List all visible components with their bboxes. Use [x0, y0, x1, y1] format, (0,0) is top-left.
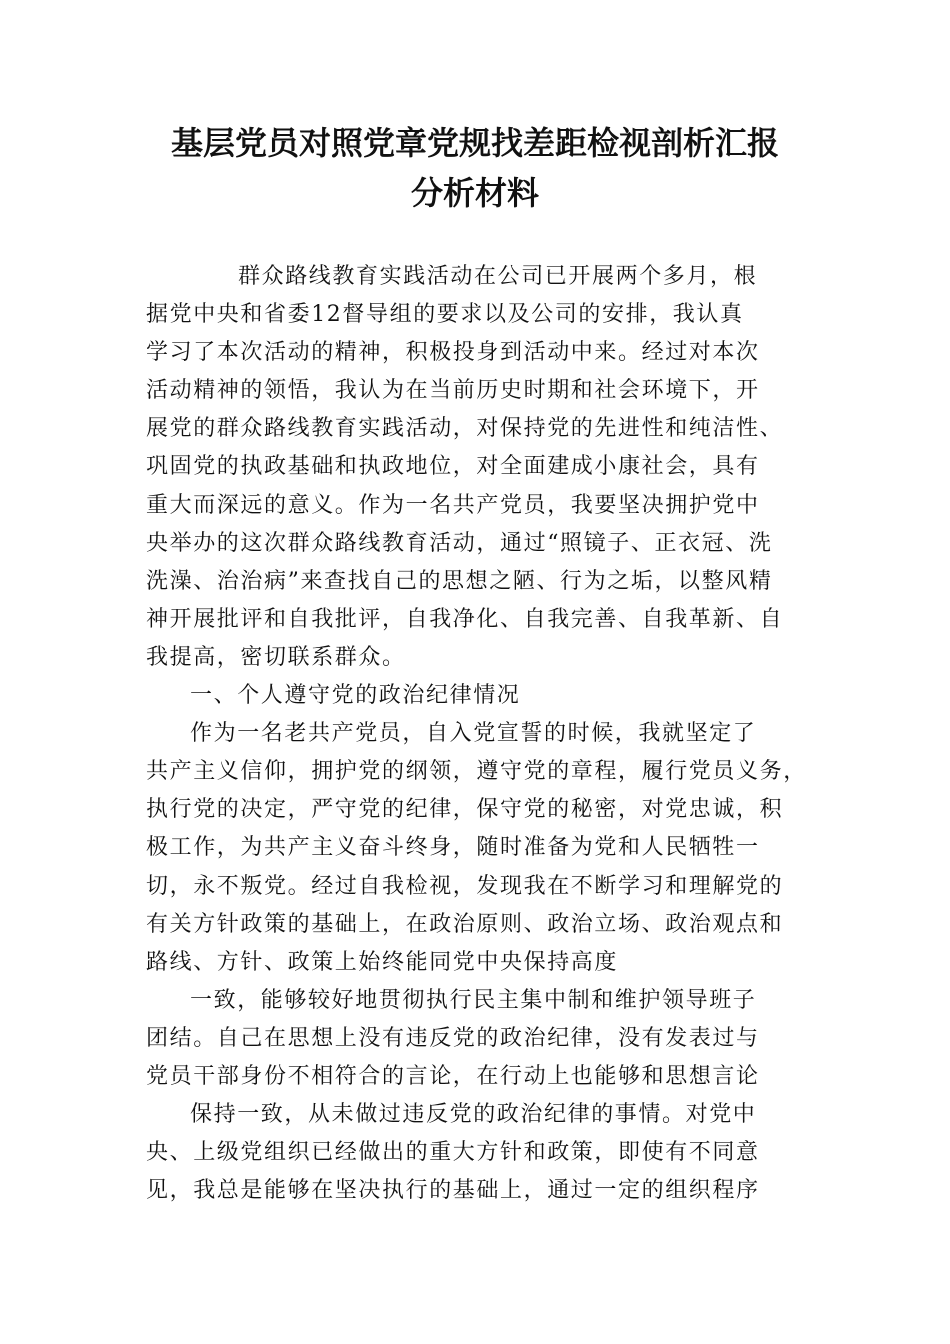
text-line: 路线、方针、政策上始终能同党中央保持高度: [146, 949, 619, 975]
text-line: 有关方针政策的基础上，在政治原则、政治立场、政治观点和: [146, 911, 784, 937]
text-line: 一、个人遵守党的政治纪律情况: [190, 683, 521, 709]
text-line: 团结。自己在思想上没有违反党的政治纪律，没有发表过与: [146, 1025, 760, 1051]
text-line: 活动精神的领悟，我认为在当前历史时期和社会环境下，开: [146, 378, 760, 404]
text-line: 学习了本次活动的精神，积极投身到活动中来。经过对本次: [146, 340, 760, 366]
text-line: 洗澡、治治病”来查找自己的思想之陋、行为之垢，以整风精: [146, 568, 773, 594]
text-line: 保持一致，从未做过违反党的政治纪律的事情。对党中: [190, 1102, 757, 1128]
document-title-line-2: 分析材料: [410, 174, 539, 212]
text-line: 央、上级党组织已经做出的重大方针和政策，即使有不同意: [146, 1140, 760, 1166]
text-line: 共产主义信仰，拥护党的纲领，遵守党的章程，履行党员义务，: [146, 759, 807, 785]
text-line: 巩固党的执政基础和执政地位，对全面建成小康社会，具有: [146, 454, 760, 480]
text-line: 神开展批评和自我批评，自我净化、自我完善、自我革新、自: [146, 606, 784, 632]
text-line: 作为一名老共产党员，自入党宣誓的时候，我就坚定了: [190, 721, 757, 747]
text-line: 展党的群众路线教育实践活动，对保持党的先进性和纯洁性、: [146, 416, 784, 442]
text-line: 重大而深远的意义。作为一名共产党员，我要坚决拥护党中: [146, 492, 760, 518]
text-line: 见，我总是能够在坚决执行的基础上，通过一定的组织程序: [146, 1178, 760, 1204]
text-line: 切，永不叛党。经过自我检视，发现我在不断学习和理解党的: [146, 873, 784, 899]
text-line: 极工作，为共产主义奋斗终身，随时准备为党和人民牺牲一: [146, 835, 760, 861]
text-line: 一致，能够较好地贯彻执行民主集中制和维护领导班子: [190, 987, 757, 1013]
text-line: 群众路线教育实践活动在公司已开展两个多月，根: [238, 264, 758, 289]
text-line: 我提高，密切联系群众。: [146, 644, 406, 670]
text-line: 党员干部身份不相符合的言论，在行动上也能够和思想言论: [146, 1063, 760, 1089]
text-line: 据党中央和省委12督导组的要求以及公司的安排，我认真: [146, 302, 744, 328]
text-line: 央举办的这次群众路线教育活动，通过“照镜子、正衣冠、洗: [146, 530, 773, 556]
text-line: 执行党的决定，严守党的纪律，保守党的秘密，对党忠诚，积: [146, 797, 784, 823]
document-body: [146, 258, 821, 1210]
document-title-line-1: 基层党员对照党章党规找差距检视剖析汇报: [170, 124, 779, 162]
